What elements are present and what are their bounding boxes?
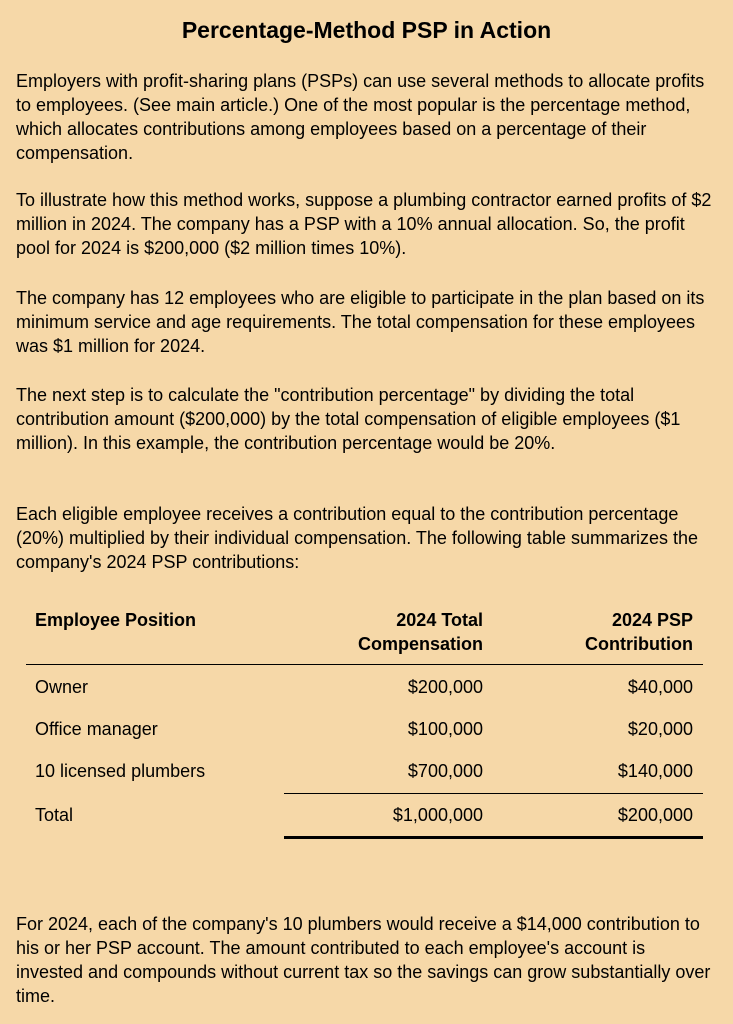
header-contribution-line1: 2024 PSP bbox=[611, 610, 693, 630]
cell-compensation: $700,000 bbox=[407, 761, 483, 781]
cell-contribution: $200,000 bbox=[617, 805, 693, 825]
table-row bbox=[26, 759, 703, 783]
employees-paragraph: The company has 12 employees who are eligible to participate in the plan based on its minimum service and age requirements. The total compensation for these employees was $1 million for 2024. bbox=[16, 288, 705, 356]
header-compensation-line2: Compensation bbox=[357, 634, 483, 654]
cell-position: Office manager bbox=[35, 719, 158, 739]
example-paragraph: To illustrate how this method works, suppose a plumbing contractor earned profits of $2 million in 2024. The company has a PSP with a 10% annual allocation. So, the profit pool for 2024 is $200,000 ($2 million times 10%). bbox=[16, 190, 712, 258]
cell-contribution: $140,000 bbox=[617, 761, 693, 781]
cell-position: Owner bbox=[35, 677, 89, 697]
cell-contribution: $40,000 bbox=[627, 677, 693, 697]
header-employee-position: Employee Position bbox=[35, 610, 197, 630]
header-divider bbox=[26, 664, 703, 665]
cell-position: Total bbox=[35, 805, 74, 825]
cell-contribution: $20,000 bbox=[627, 719, 693, 739]
cell-compensation: $100,000 bbox=[407, 719, 483, 739]
subtotal-divider bbox=[284, 793, 703, 794]
header-compensation-line1: 2024 Total bbox=[396, 610, 483, 630]
table-intro-paragraph: Each eligible employee receives a contribution equal to the contribution percentage (20%) multiplied by their individual compensation. The following table summarizes the company's 2024 PSP contributions: bbox=[16, 504, 699, 572]
page-title: Percentage-Method PSP in Action bbox=[181, 17, 552, 43]
cell-compensation: $200,000 bbox=[407, 677, 483, 697]
cell-position: 10 licensed plumbers bbox=[35, 761, 206, 781]
header-contribution-line2: Contribution bbox=[585, 634, 693, 654]
header-psp-contribution bbox=[585, 608, 693, 656]
table-total-row bbox=[26, 803, 703, 827]
calculation-paragraph: The next step is to calculate the "contribution percentage" by dividing the total contribution amount ($200,000) by the total compensation of eligible employees ($1 million). In this example, the contribution percentage would be 20%. bbox=[16, 385, 681, 453]
header-total-compensation bbox=[358, 608, 483, 656]
intro-paragraph: Employers with profit-sharing plans (PSPs) can use several methods to allocate profits to employees. (See main article.) One of the most popular is the percentage method, which allocates contributions among employees based on a percentage of their compensation. bbox=[16, 71, 705, 163]
conclusion-paragraph: For 2024, each of the company's 10 plumbers would receive a $14,000 contribution to his or her PSP account. The amount contributed to each employee's account is invested and compounds without current tax so the savings can grow substantially over time. bbox=[16, 914, 711, 1006]
table-row bbox=[26, 675, 703, 699]
cell-compensation: $1,000,000 bbox=[392, 805, 483, 825]
total-divider bbox=[284, 836, 703, 839]
table-row bbox=[26, 717, 703, 741]
